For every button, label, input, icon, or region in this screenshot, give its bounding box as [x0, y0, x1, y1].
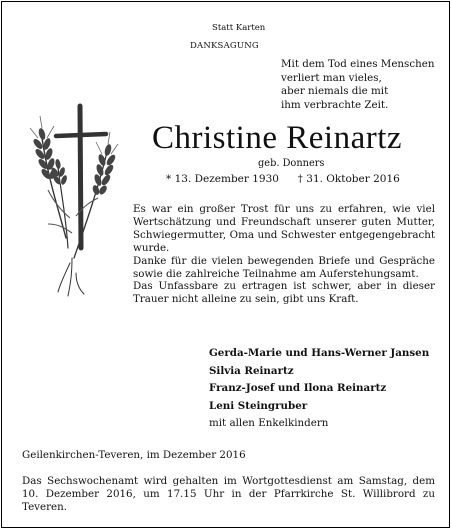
deceased-name: Christine Reinartz — [152, 120, 403, 156]
thank-you-message — [133, 203, 435, 306]
life-dates — [166, 173, 400, 185]
obituary-card — [1, 1, 450, 528]
born-name: geb. Donners — [258, 158, 325, 169]
signer-name: Franz-Josef und Ilona Reinartz — [209, 382, 387, 394]
location-date: Geilenkirchen-Teveren, im Dezember 2016 — [22, 449, 246, 461]
danksagung-heading: DANKSAGUNG — [190, 41, 259, 51]
poem-line: verliert man vieles, — [281, 71, 382, 84]
cross-with-wheat-icon — [18, 98, 138, 298]
service-notice: Das Sechswochenamt wird gehalten im Wortgottesdienst am Samstag, dem 10. Dezember 2016, um 17.15 Uhr in der Pfarrkirche St. Willibrord zu Teveren. — [22, 475, 435, 513]
signer-name: Leni Steingruber — [209, 399, 308, 412]
statt-karten-label: Statt Karten — [212, 23, 266, 33]
message-paragraph: Es war ein großer Trost für uns zu erfahren, wie viel Wertschätzung und Freundschaft unserer guten Mutter, Schwiegermutter, Oma und Schwester entgegengebracht wurde. — [133, 203, 435, 254]
poem-line: ihm verbrachte Zeit. — [281, 98, 389, 111]
message-paragraph: Danke für die vielen bewegenden Briefe und Gespräche sowie die zahlreiche Teilnahme am Auferstehungsamt. — [133, 254, 435, 280]
death-date: † 31. Oktober 2016 — [297, 173, 400, 185]
poem-line: aber niemals die mit — [281, 85, 389, 97]
message-paragraph: Das Unfassbare zu ertragen ist schwer, aber in dieser Trauer nicht alleine zu sein, gibt uns Kraft. — [133, 280, 435, 306]
signer-name: Gerda-Marie und Hans-Werner Jansen — [209, 347, 430, 359]
poem — [281, 58, 434, 112]
signer-name: Silvia Reinartz — [209, 364, 294, 377]
signers-list — [209, 345, 429, 433]
birth-date: * 13. Dezember 1930 — [166, 173, 279, 185]
poem-line: Mit dem Tod eines Menschen — [281, 58, 435, 70]
signers-closing: mit allen Enkelkindern — [209, 417, 329, 429]
